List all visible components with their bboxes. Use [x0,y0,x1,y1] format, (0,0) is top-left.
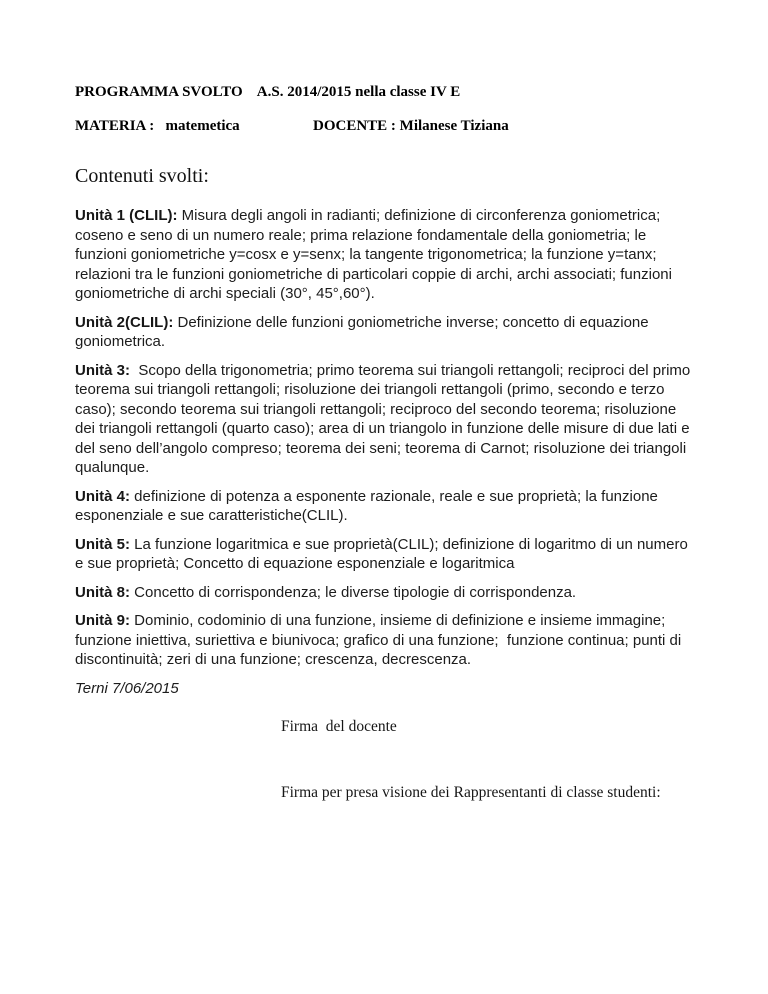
unit-3-text: Scopo della trigonometria; primo teorema sui triangoli rettangoli; reciproci del primo teorema sui triangoli rettangoli; risoluzione dei triangoli rettangoli (primo, secondo e terzo caso); secondo teorema sui triangoli rettangoli; reciproco del secondo teorema; risoluzione dei triangoli rettangoli (quarto caso); area di un triangolo in funzione delle misure di due lati e del seno dell’angolo compreso; teorema dei seni; teorema di Carnot; risoluzione dei triangoli qualunque. [75,361,695,476]
unit-4-label: Unità 4: [75,487,131,505]
unit-2-label: Unità 2(CLIL): [75,313,174,331]
section-title: Contenuti svolti: [75,165,209,187]
unit-paragraph-8 [75,583,693,603]
teacher-signature-label: Firma del docente [281,718,397,735]
students-signature-label: Firma per presa visione dei Rappresentanti di classe studenti: [281,783,661,801]
units-list [75,206,693,670]
unit-9-text: Dominio, codominio di una funzione, insieme di definizione e insieme immagine; funzione iniettiva, suriettiva e biunivoca; grafico di una funzione; funzione continua; punti di discontinuità; zeri di una funzione; crescenza, decrescenza. [75,612,686,668]
header-subject-line [75,117,693,136]
unit-1-text: Misura degli angoli in radianti; definizione di circonferenza goniometrica; coseno e seno di un numero reale; prima relazione fondamentale della goniometria; le funzioni goniometriche y=cosx e y=senx; la tangente trigonometrica; la funzione y=tanx; relazioni tra le funzioni goniometriche di particolari coppie di archi, archi associati; funzioni goniometriche di archi speciali (30°, 45°,60°). [75,207,677,302]
unit-4-text: definizione di potenza a esponente razionale, reale e sue proprietà; la funzione esponenziale e sue caratteristiche(CLIL). [75,487,663,524]
unit-paragraph-2 [75,313,693,352]
unit-paragraph-5 [75,535,693,574]
materia-label: MATERIA : matemetica [75,118,240,134]
date-place: Terni 7/06/2015 [75,679,179,697]
unit-8-label: Unità 8: [75,583,131,601]
unit-paragraph-1 [75,206,693,304]
unit-3-label: Unità 3: [75,361,131,379]
docente-label: DOCENTE : Milanese Tiziana [313,118,509,134]
unit-paragraph-9 [75,611,693,670]
unit-paragraph-3 [75,361,693,478]
unit-5-label: Unità 5: [75,535,131,553]
unit-1-label: Unità 1 (CLIL): [75,207,178,224]
unit-8-text: Concetto di corrispondenza; le diverse tipologie di corrispondenza. [130,583,577,601]
unit-9-label: Unità 9: [75,612,131,629]
document-title: PROGRAMMA SVOLTO A.S. 2014/2015 nella classe IV E [75,84,461,100]
unit-5-text: La funzione logaritmica e sue proprietà(CLIL); definizione di logaritmo di un numero e sue proprietà; Concetto di equazione esponenziale e logaritmica [75,535,692,572]
unit-paragraph-4 [75,487,693,526]
unit-2-text: Definizione delle funzioni goniometriche inverse; concetto di equazione goniometrica. [75,313,653,350]
